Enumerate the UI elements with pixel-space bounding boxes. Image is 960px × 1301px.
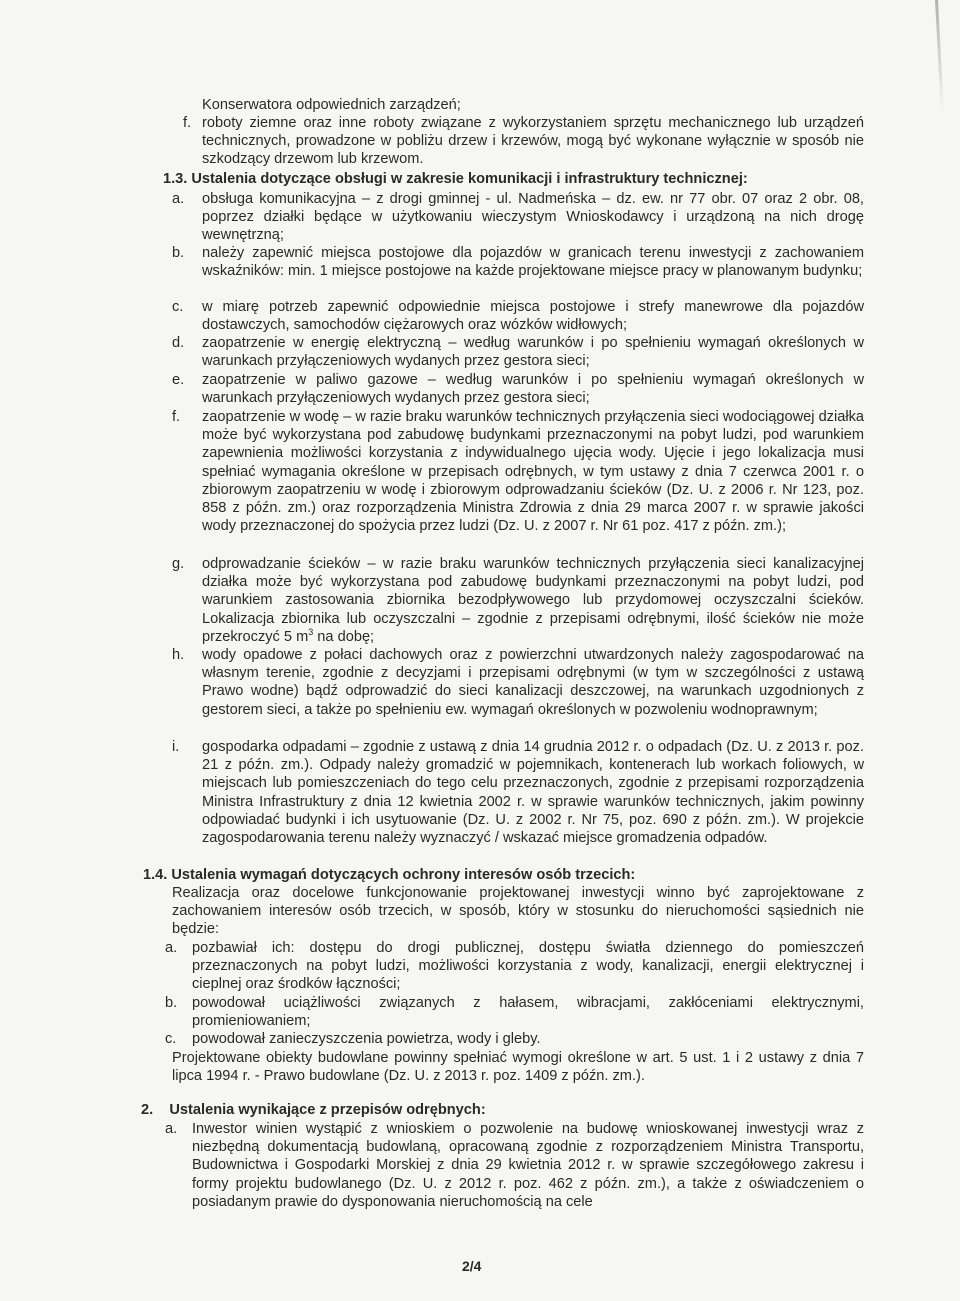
item-text: w miarę potrzeb zapewnić odpowiednie miejsca postojowe i strefy manewrowe dla pojazdów dostawczych, samochodów ciężarowych oraz wózków widłowych;: [202, 299, 864, 334]
item-label: e.: [172, 372, 185, 388]
item-label: i.: [172, 739, 180, 755]
item-label: a.: [165, 1121, 178, 1137]
item-text: [202, 555, 864, 646]
item-text-part: na dobę;: [313, 628, 375, 645]
item-label: h.: [172, 647, 185, 663]
page-number: 2/4: [462, 1258, 482, 1274]
section-heading: 2. Ustalenia wynikające z przepisów odrębnych:: [141, 1102, 486, 1118]
item-text: Inwestor winien wystąpić z wnioskiem o pozwolenie na budowę wnioskowanej inwestycji wraz z niezbędną dokumentacją budowlaną, opracowaną zgodnie z rozporządzeniem Ministra Transportu, Budownictwa i Gospodarki Morskiej z dnia 29 kwietnia 2012 r. w sprawie szczegółowego zakresu i formy projektu budowlanego (Dz. U. z 2012 r. poz. 462 z późn. zm.), a także z oświadczeniem o posiadanym prawie do dysponowania nieruchomością na cele: [192, 1121, 864, 1210]
item-text: obsługa komunikacyjna – z drogi gminnej - ul. Nadmeńska – dz. ew. nr 77 obr. 07 oraz 2 obr. 08, poprzez działki będące w użytkowaniu wieczystym Wnioskodawcy i urządzoną na nich drogę wewnętrzną;: [202, 191, 864, 244]
item-text: wody opadowe z połaci dachowych oraz z powierzchni utwardzonych należy zagospodarować na własnym terenie, zgodnie z decyzjami i przepisami odrębnymi (w tym w szczególności z ustawą Prawo wodne) bądź odprowadzić do sieci kanalizacji deszczowej, na warunkach uzgodnionych z gestorem sieci, a także po spełnieniu ew. wymagań określonych w pozwoleniu wodnoprawnym;: [202, 647, 864, 718]
item-text: roboty ziemne oraz inne roboty związane z wykorzystaniem sprzętu mechanicznego lub urządzeń technicznych, prowadzone w pobliżu drzew i krzewów, mogą być wykonane wyłącznie w sposób nie szkodzący drzewom lub krzewom.: [202, 115, 864, 168]
superscript: 3: [308, 626, 314, 637]
section-heading: 1.4. Ustalenia wymagań dotyczących ochrony interesów osób trzecich:: [143, 867, 636, 883]
scan-edge-mark: [935, 0, 944, 112]
item-label: b.: [165, 995, 178, 1011]
continuation-text: Konserwatora odpowiednich zarządzeń;: [202, 97, 461, 113]
item-label: b.: [172, 245, 185, 261]
item-text: zaopatrzenie w wodę – w razie braku warunków technicznych przyłączenia sieci wodociągowej działka może być wykorzystana pod zabudowę budynkami przeznaczonymi na pobyt ludzi, pod warunkiem zapewnienia możliwości korzystania z indywidualnego ujęcia wody. Ujęcie i jego lokalizacja musi spełniać wymagania określone w przepisach odrębnych, w tym ustawy z dnia 7 czerwca 2001 r. o zbiorowym zaopatrzeniu w wodę i zbiorowym odprowadzaniu ścieków (Dz. U. z 2006 r. Nr 123, poz. 858 z późn. zm.) oraz rozporządzenia Ministra Zdrowia z dnia 29 marca 2007 r. w sprawie jakości wody przeznaczonej do spożycia przez ludzi (Dz. U. z 2007 r. Nr 61 poz. 417 z późn. zm.);: [202, 409, 864, 535]
section-closing: Projektowane obiekty budowlane powinny spełniać wymogi określone w art. 5 ust. 1 i 2 ustawy z dnia 7 lipca 1994 r. - Prawo budowlane (Dz. U. z 2013 r. poz. 1409 z późn. zm.).: [172, 1050, 864, 1085]
item-label: f.: [172, 409, 181, 425]
item-label: g.: [172, 556, 185, 572]
item-label: f.: [183, 115, 192, 131]
item-label: c.: [172, 299, 184, 315]
item-text: zaopatrzenie w energię elektryczną – według warunków i po spełnieniu wymagań określonych w warunkach przyłączeniowych wydanych przez gestora sieci;: [202, 335, 864, 370]
item-text: należy zapewnić miejsca postojowe dla pojazdów w granicach terenu inwestycji z zachowaniem wskaźników: min. 1 miejsce postojowe na każde projektowane miejsce pracy w planowanym budynku;: [202, 245, 864, 280]
item-label: d.: [172, 335, 185, 351]
item-label: a.: [172, 191, 185, 207]
section-heading: 1.3. Ustalenia dotyczące obsługi w zakresie komunikacji i infrastruktury technicznej:: [163, 171, 748, 187]
item-label: c.: [165, 1031, 177, 1047]
item-text: powodował uciążliwości związanych z hałasem, wibracjami, zakłóceniami elektrycznymi, promieniowaniem;: [192, 995, 864, 1030]
item-text: zaopatrzenie w paliwo gazowe – według warunków i po spełnieniu wymagań określonych w warunkach przyłączeniowych wydanych przez gestora sieci;: [202, 372, 864, 407]
item-text: powodował zanieczyszczenia powietrza, wody i gleby.: [192, 1031, 541, 1047]
item-text: pozbawiał ich: dostępu do drogi publicznej, dostępu światła dziennego do pomieszczeń przeznaczonych na pobyt ludzi, możliwości korzystania z wody, kanalizacji, energii elektrycznej i cieplnej oraz środków łączności;: [192, 940, 864, 993]
item-text-part: odprowadzanie ścieków – w razie braku warunków technicznych przyłączenia sieci kanalizacyjnej działka może być wykorzystana pod zabudowę budynkami przeznaczonymi na pobyt ludzi, pod warunkiem zastosowania zbiornika bezodpływowego lub przydomowej oczyszczalni ścieków. Lokalizacja zbiornika lub oczyszczalni – zgodnie z przepisami odrębnymi, ilość ścieków nie może przekroczyć 5 m: [202, 556, 864, 645]
item-label: a.: [165, 940, 178, 956]
section-intro: Realizacja oraz docelowe funkcjonowanie projektowanej inwestycji winno być zaprojektowane z zachowaniem interesów osób trzecich, w sposób, który w stosunku do nieruchomości sąsiednich nie będzie:: [172, 885, 864, 938]
item-text: gospodarka odpadami – zgodnie z ustawą z dnia 14 grudnia 2012 r. o odpadach (Dz. U. z 2013 r. poz. 21 z późn. zm.). Odpady należy gromadzić w pojemnikach, kontenerach lub workach foliowych, w miejscach lub pomieszczeniach do tego celu przeznaczonych, zgodnie z przepisami rozporządzenia Ministra Infrastruktury z dnia 12 kwietnia 2002 r. w sprawie warunków technicznych, jakim powinny odpowiadać budynki i ich usytuowanie (Dz. U. z 2002 r. Nr 75, poz. 690 z późn. zm.). W projekcie zagospodarowania terenu należy wyznaczyć / wskazać miejsce gromadzenia odpadów.: [202, 739, 864, 847]
